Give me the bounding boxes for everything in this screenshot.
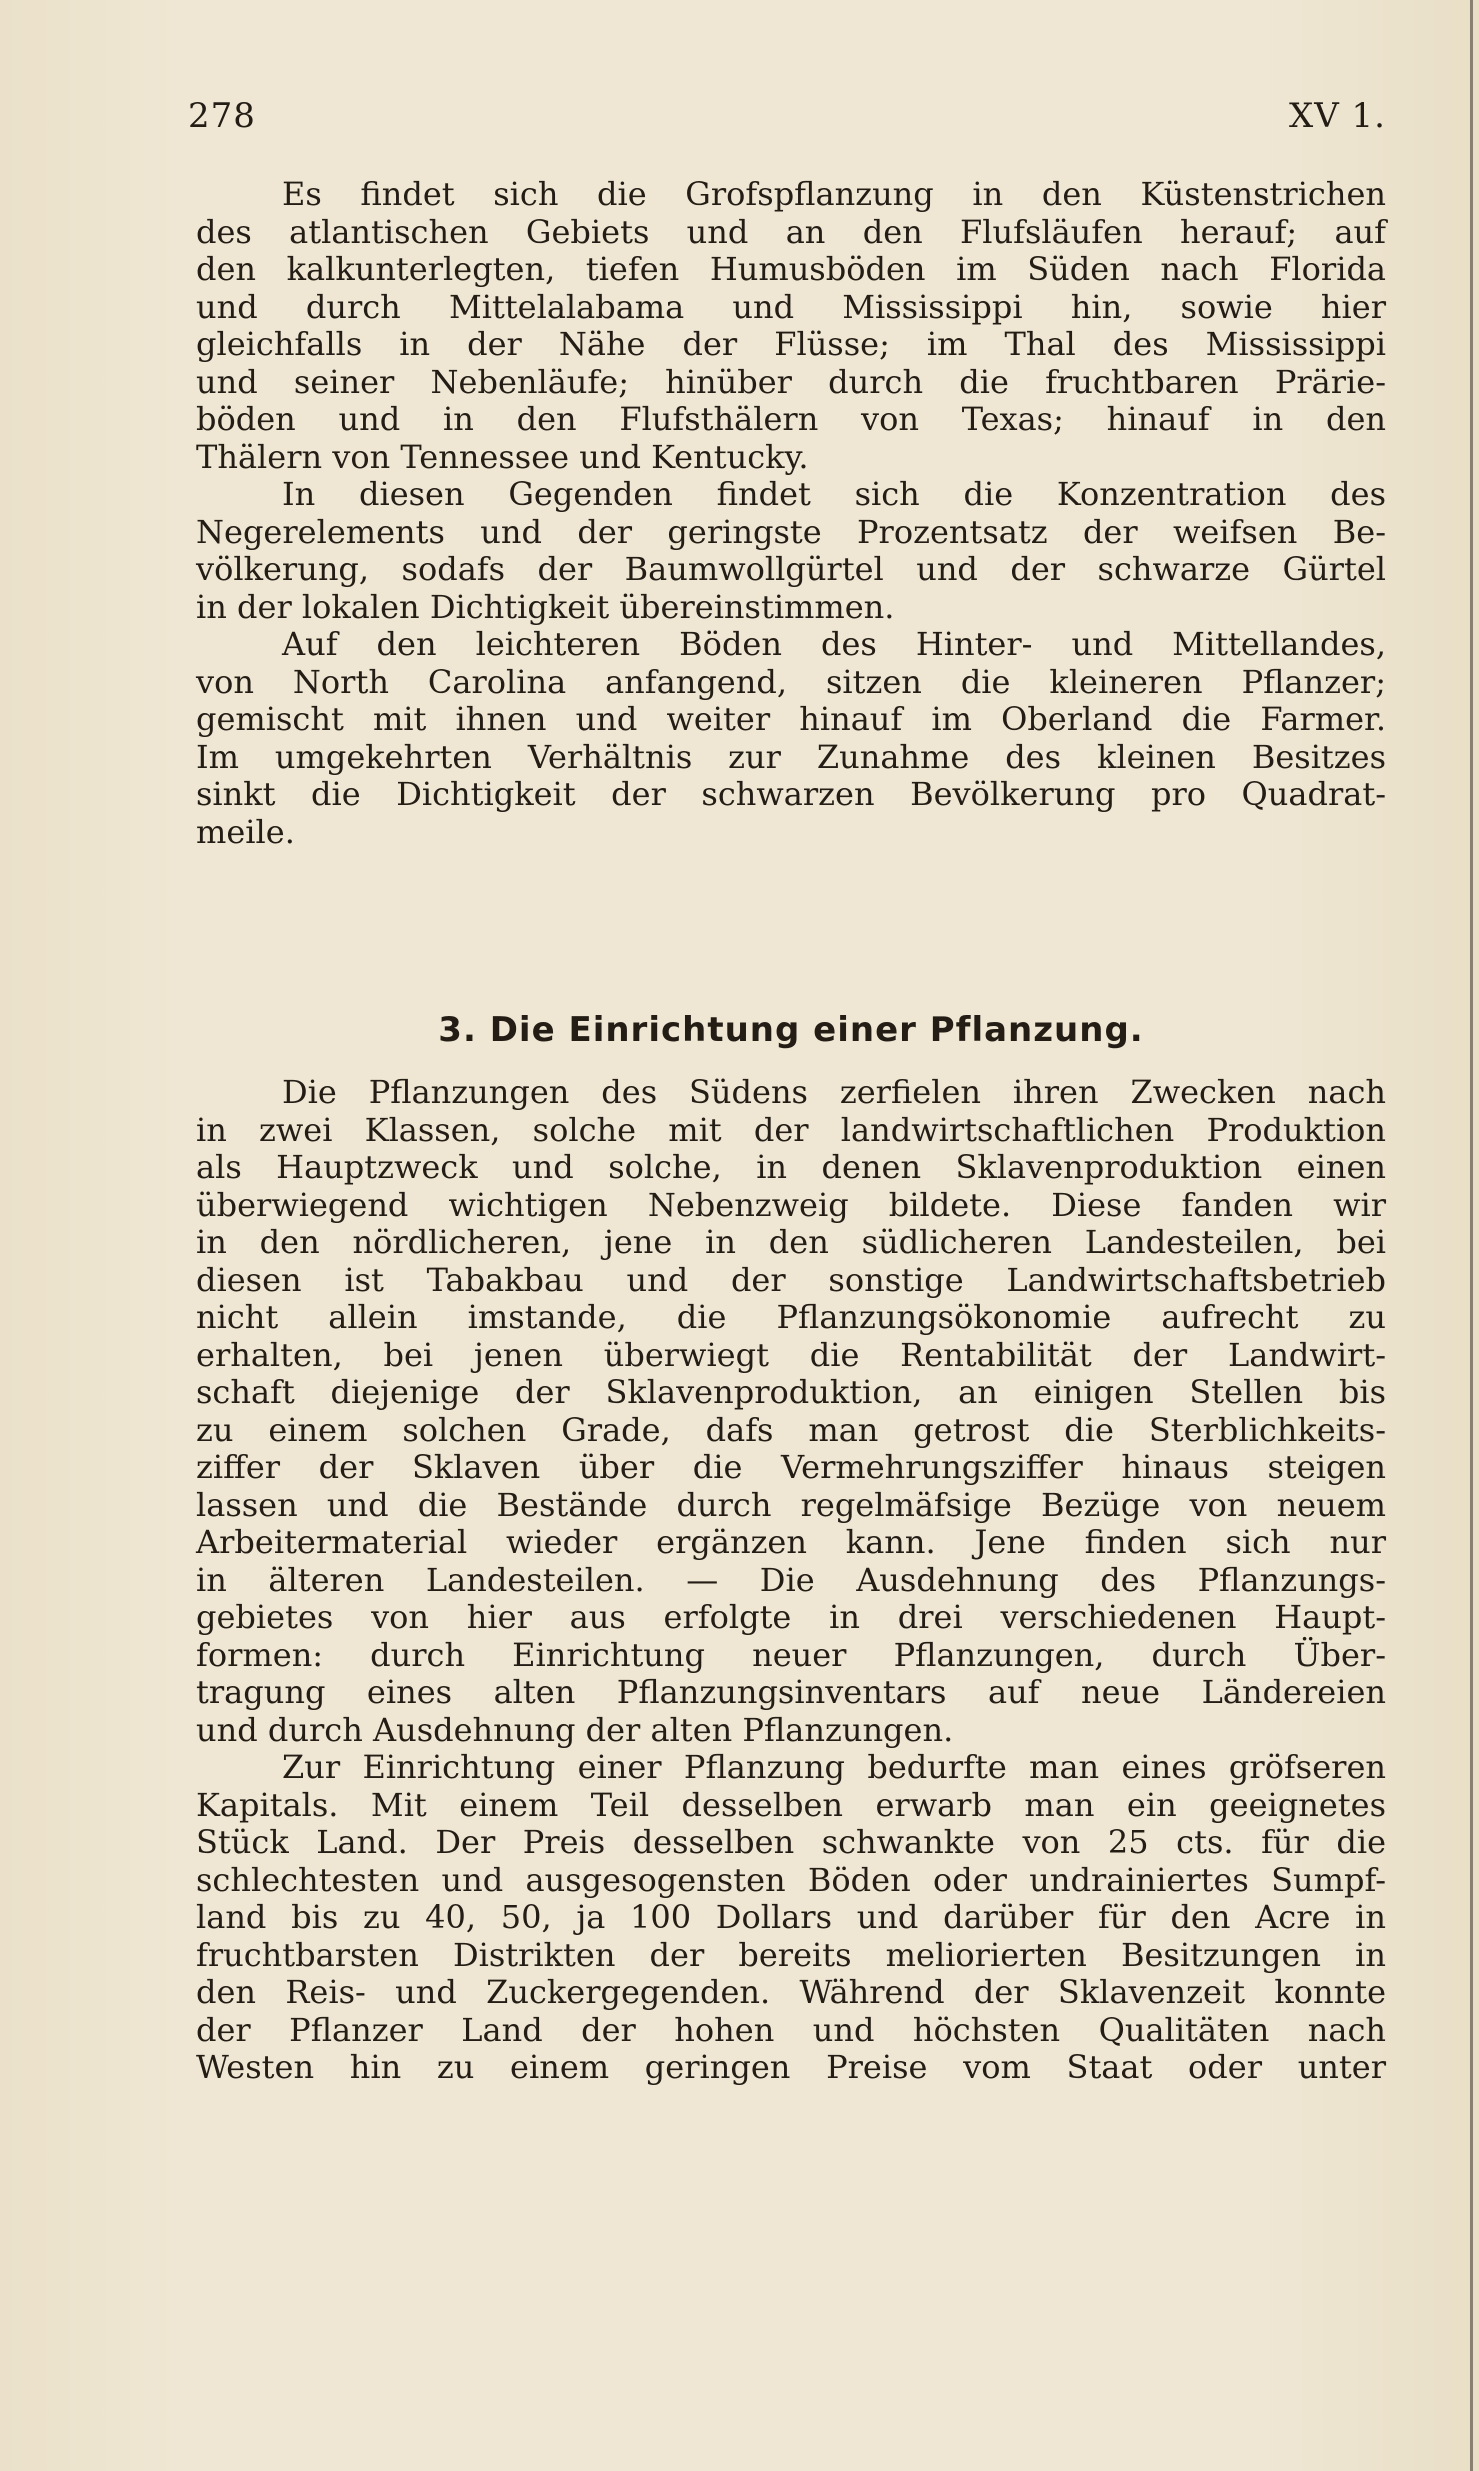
text-line: Thälern von Tennessee und Kentucky.: [196, 437, 809, 476]
text-line: fruchtbarsten Distrikten der bereits meliorierten Besitzungen in: [196, 1935, 1386, 1974]
text-line: sinkt die Dichtigkeit der schwarzen Bevölkerung pro Quadrat-: [196, 775, 1386, 813]
text-line: land bis zu 40, 50, ja 100 Dollars und darüber für den Acre in: [196, 1898, 1386, 1936]
section-heading: 3. Die Einrichtung einer Pflanzung.: [438, 1010, 1144, 1050]
page-header: [188, 96, 1386, 146]
text-line: Im umgekehrten Verhältnis zur Zunahme des kleinen Besitzes: [196, 737, 1386, 776]
text-line: Die Pflanzungen des Südens zerfielen ihren Zwecken nach: [282, 1073, 1386, 1111]
text-line: diesen ist Tabakbau und der sonstige Landwirtschaftsbetrieb: [196, 1260, 1386, 1299]
text-line: erhalten, bei jenen überwiegt die Rentabilität der Landwirt-: [196, 1335, 1386, 1374]
page-edge-shadow: [1470, 0, 1473, 2471]
text-line: in zwei Klassen, solche mit der landwirtschaftlichen Produktion: [196, 1110, 1386, 1149]
text-line: Kapitals. Mit einem Teil desselben erwarb man ein geeignetes: [196, 1785, 1386, 1824]
text-line: und durch Mittelalabama und Mississippi hin, sowie hier: [196, 287, 1386, 326]
text-line: in den nördlicheren, jene in den südlicheren Landesteilen, bei: [196, 1223, 1386, 1261]
text-line: lassen und die Bestände durch regelmäfsige Bezüge von neuem: [196, 1485, 1386, 1524]
text-line: der Pflanzer Land der hohen und höchsten Qualitäten nach: [196, 2010, 1386, 2049]
text-line: gleichfalls in der Nähe der Flüsse; im Thal des Mississippi: [196, 325, 1386, 363]
page-number: 278: [188, 96, 256, 136]
text-line: Negerelements und der geringste Prozentsatz der weifsen Be-: [196, 512, 1386, 551]
body-text-section-1: [196, 176, 1386, 851]
text-line: formen: durch Einrichtung neuer Pflanzungen, durch Über-: [196, 1635, 1386, 1674]
text-line: schaft diejenige der Sklavenproduktion, an einigen Stellen bis: [196, 1373, 1386, 1411]
text-line: Stück Land. Der Preis desselben schwankte von 25 cts. für die: [196, 1823, 1386, 1861]
text-line: überwiegend wichtigen Nebenzweig bildete. Diese fanden wir: [196, 1185, 1386, 1224]
text-line: gebietes von hier aus erfolgte in drei verschiedenen Haupt-: [196, 1598, 1386, 1636]
text-line: ziffer der Sklaven über die Vermehrungsziffer hinaus steigen: [196, 1448, 1386, 1486]
text-line: tragung eines alten Pflanzungsinventars auf neue Ländereien: [196, 1673, 1386, 1711]
text-line: Es findet sich die Grofspflanzung in den Küstenstrichen: [282, 175, 1386, 213]
text-line: des atlantischen Gebiets und an den Flufsläufen herauf; auf: [196, 212, 1386, 251]
text-line: Arbeitermaterial wieder ergänzen kann. Jene finden sich nur: [196, 1523, 1386, 1561]
text-line: und durch Ausdehnung der alten Pflanzungen.: [196, 1710, 954, 1749]
text-line: den kalkunterlegten, tiefen Humusböden im Süden nach Florida: [196, 250, 1386, 288]
text-line: In diesen Gegenden findet sich die Konzentration des: [282, 475, 1386, 513]
text-line: Auf den leichteren Böden des Hinter- und Mittellandes,: [282, 625, 1386, 663]
text-line: schlechtesten und ausgesogensten Böden oder undrainiertes Sumpf-: [196, 1860, 1386, 1899]
text-line: in älteren Landesteilen. — Die Ausdehnung des Pflanzungs-: [196, 1560, 1386, 1599]
text-line: in der lokalen Dichtigkeit übereinstimmen.: [196, 587, 895, 626]
text-line: Westen hin zu einem geringen Preise vom Staat oder unter: [196, 2048, 1386, 2086]
text-line: Zur Einrichtung einer Pflanzung bedurfte man eines gröfseren: [282, 1748, 1386, 1786]
text-line: den Reis- und Zuckergegenden. Während der Sklavenzeit konnte: [196, 1973, 1386, 2011]
text-line: von North Carolina anfangend, sitzen die kleineren Pflanzer;: [196, 662, 1386, 701]
text-line: meile.: [196, 812, 295, 851]
body-text-section-2: [196, 1074, 1386, 2087]
running-head: XV 1.: [1288, 96, 1386, 136]
text-line: zu einem solchen Grade, dafs man getrost die Sterblichkeits-: [196, 1410, 1386, 1449]
text-line: und seiner Nebenläufe; hinüber durch die fruchtbaren Prärie-: [196, 362, 1386, 401]
text-line: böden und in den Flufsthälern von Texas; hinauf in den: [196, 400, 1386, 438]
text-line: völkerung, sodafs der Baumwollgürtel und der schwarze Gürtel: [196, 550, 1386, 588]
text-line: nicht allein imstande, die Pflanzungsökonomie aufrecht zu: [196, 1298, 1386, 1336]
text-line: als Hauptzweck und solche, in denen Sklavenproduktion einen: [196, 1148, 1386, 1186]
text-line: gemischt mit ihnen und weiter hinauf im Oberland die Farmer.: [196, 700, 1386, 738]
